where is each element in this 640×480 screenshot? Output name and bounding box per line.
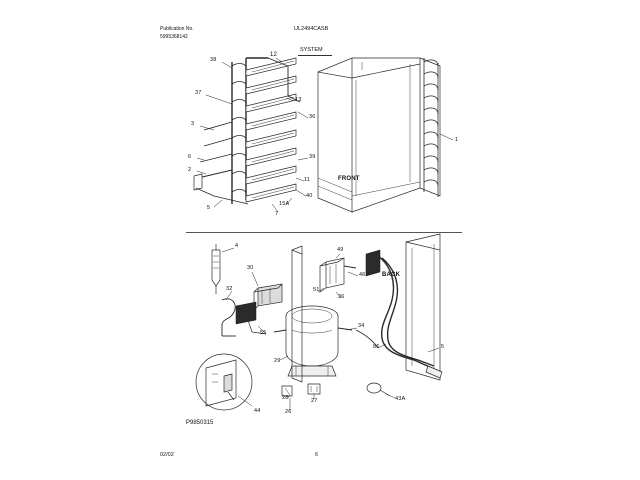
callout-5-upper: 5	[207, 205, 211, 211]
callout-2: 2	[188, 167, 192, 173]
callout-6: 6	[188, 154, 192, 160]
callout-12: 12	[270, 52, 278, 58]
callout-43a: 43A	[395, 396, 406, 402]
callout-39: 39	[309, 154, 316, 160]
callout-11: 11	[304, 177, 311, 183]
filter-dryer	[212, 244, 220, 294]
callout-55: 55	[260, 330, 267, 336]
back-label: BACK	[382, 272, 401, 278]
callout-36-upper: 36	[309, 114, 316, 120]
callout-28: 28	[282, 395, 289, 401]
callout-37: 37	[195, 90, 202, 96]
footer-page-number: 6	[315, 452, 319, 458]
callout-4: 4	[235, 243, 239, 249]
cabinet-outline	[318, 58, 440, 212]
callout-26: 26	[285, 409, 292, 415]
front-label: FRONT	[338, 176, 360, 182]
callout-30: 30	[247, 265, 254, 271]
condenser-coil-right	[424, 58, 438, 197]
callout-3: 3	[191, 121, 195, 127]
callout-27: 27	[311, 398, 318, 404]
callout-34: 34	[358, 323, 365, 329]
footer-date: 02/02	[160, 452, 174, 458]
drawing-part-number: P9850315	[186, 420, 214, 426]
callout-29: 29	[274, 358, 281, 364]
detail-callout-bubble	[196, 354, 252, 410]
publication-label: Publication No.	[160, 26, 194, 32]
model-number: UL2494CASB	[294, 26, 329, 32]
small-hardware	[282, 383, 390, 396]
publication-number: 5995368142	[160, 33, 188, 40]
callout-7: 7	[275, 211, 279, 217]
callout-5-lower: 5	[441, 344, 445, 350]
callout-86: 86	[373, 344, 380, 350]
relay-overload-block	[236, 284, 282, 334]
callout-44: 44	[254, 408, 261, 414]
section-title: SYSTEM	[300, 47, 323, 53]
callout-40: 40	[306, 193, 313, 199]
callout-46: 46	[359, 272, 366, 278]
callout-38-upper: 38	[210, 57, 217, 63]
evaporator-shelf-stack	[194, 58, 300, 204]
callout-36-lower: 36	[338, 294, 345, 300]
callout-49: 49	[337, 247, 344, 253]
callout-13: 13	[295, 97, 302, 103]
callout-15a: 15A	[279, 201, 290, 207]
compressor	[274, 306, 352, 376]
callout-51: 51	[313, 287, 320, 293]
compressor-terminal-box	[320, 250, 380, 292]
capillary-tube	[222, 299, 236, 336]
callout-1: 1	[455, 137, 459, 143]
callout-32: 32	[226, 286, 233, 292]
